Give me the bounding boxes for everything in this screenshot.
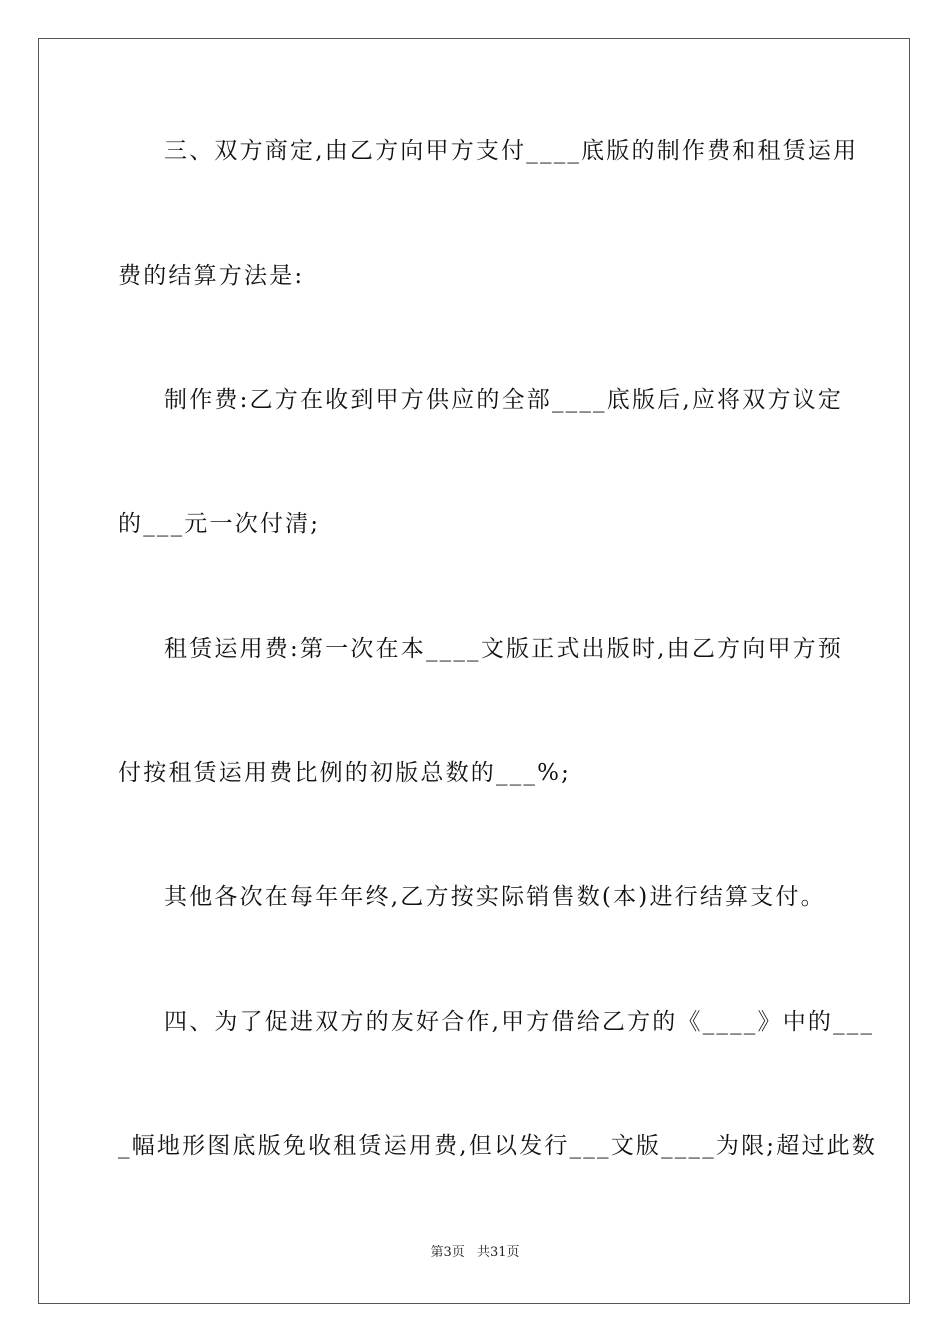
page-number: 第3页 — [430, 1245, 465, 1260]
paragraph-line-5: 租赁运用费:第一次在本____文版正式出版时,由乙方向甲方预 — [164, 636, 844, 662]
paragraph-line-9: _幅地形图底版免收租赁运用费,但以发行___文版____为限;超过此数 — [118, 1133, 878, 1159]
page-total: 共31页 — [476, 1245, 520, 1260]
paragraph-line-7: 其他各次在每年年终,乙方按实际销售数(本)进行结算支付。 — [164, 884, 826, 910]
paragraph-line-2: 费的结算方法是: — [118, 263, 305, 289]
paragraph-line-1: 三、双方商定,由乙方向甲方支付____底版的制作费和租赁运用 — [164, 138, 859, 164]
paragraph-line-8: 四、为了促进双方的友好合作,甲方借给乙方的《____》中的___ — [164, 1009, 875, 1035]
page-border — [38, 38, 910, 1304]
paragraph-line-4: 的___元一次付清; — [118, 511, 321, 537]
paragraph-line-6: 付按租赁运用费比例的初版总数的___%; — [118, 760, 572, 786]
page-footer — [0, 1243, 950, 1263]
paragraph-line-3: 制作费:乙方在收到甲方供应的全部____底版后,应将双方议定 — [164, 387, 844, 413]
